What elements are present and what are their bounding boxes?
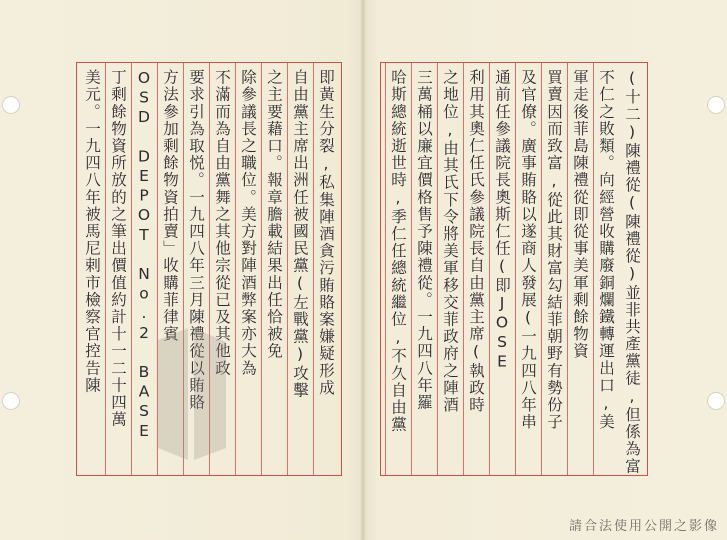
- text-column: (十二)陳禮從(陳禮從)並非共產黨徒,但係為富: [623, 69, 641, 475]
- text-column: 自由黨主席出洲任被國民黨(左戰黨)攻擊: [287, 63, 312, 475]
- text-column: 方法參加剩餘物資拍賣」收購菲律賓: [157, 63, 182, 475]
- right-page: [380, 62, 648, 476]
- text-column: 哈斯總統逝世時,季仁任總統繼位,不久自由黨: [385, 63, 410, 475]
- text-column: 三萬桶以廉宜價格售予陳禮從。一九四八年羅: [411, 63, 436, 475]
- text-column: OSD DEPOT No.2 BASE: [131, 63, 156, 475]
- punch-hole: [707, 392, 725, 410]
- text-column: 即黃生分裂,私集陣酒貪污賄賂案嫌疑形成: [313, 63, 338, 475]
- text-column: 利用其奧仁任氏參議院長自由黨主席(執政時: [463, 63, 488, 475]
- text-column: 之地位,由其氏下令將美軍移交菲政府之陣酒: [437, 63, 462, 475]
- archive-watermark: [148, 320, 236, 470]
- page-fold: [360, 0, 366, 540]
- text-column: 通前任參議院長奧斯仁任(即JOSE: [489, 63, 514, 475]
- punch-hole: [2, 392, 20, 410]
- text-column: 之主要藉口。報章膽載結果出任恰被免: [261, 63, 286, 475]
- text-column: 買賣因而致富,從此其財富勾結菲朝野有勢份子: [541, 63, 566, 475]
- usage-notice: 請合法使用公開之影像: [568, 519, 719, 534]
- text-column: 丁剩餘物資所放的之筆出價值約計十一二十四萬: [105, 63, 130, 475]
- punch-hole: [707, 96, 725, 114]
- text-column: 要求引為取悦。一九四八年三月陳禮從以賄賂: [183, 63, 208, 475]
- text-column: 不仁之敗類。向經營收購廢銅爛鐵轉運出口,美: [593, 63, 618, 475]
- text-column: 及官僚。廣事賄賂以遂商人發展(一九四八年串: [515, 63, 540, 475]
- text-column: 美元。一九四八年被馬尼剌市檢察官控告陳: [83, 69, 101, 394]
- text-column: 不滿而為自由黨舞之其他宗從已及其他政: [209, 63, 234, 475]
- punch-hole: [2, 96, 20, 114]
- text-column: 除參議長之職位。美方對陣酒弊案亦大為: [235, 63, 260, 475]
- text-column: 軍走後菲島陳禮從即從事美軍剩餘物資: [567, 63, 592, 475]
